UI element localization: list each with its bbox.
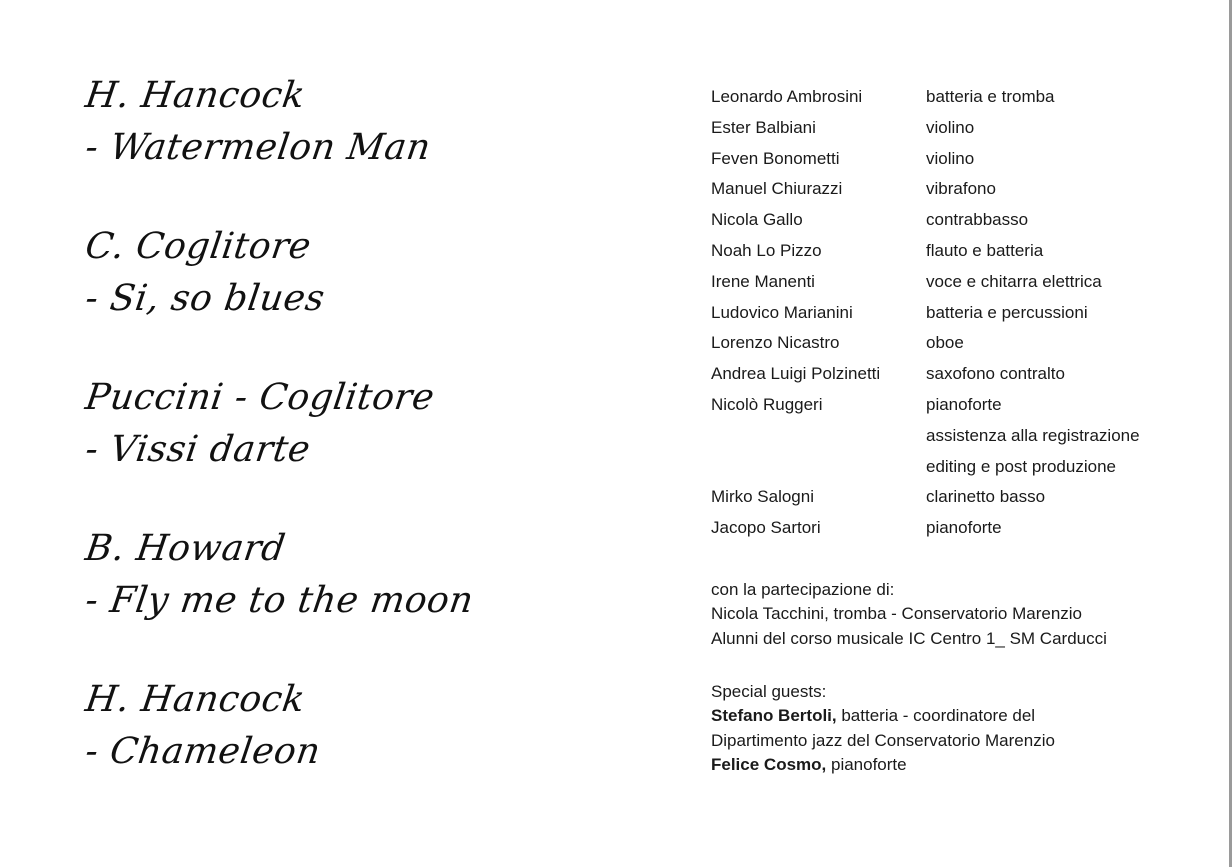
roster-row — [711, 361, 1211, 392]
guests-heading: Special guests: — [711, 682, 827, 701]
musician-role: flauto e batteria — [926, 240, 1044, 260]
musician-role: vibrafono — [926, 179, 996, 199]
musician-name — [711, 423, 926, 454]
musician-name: Mirko Salogni — [711, 487, 814, 507]
piece-composer: C. Coglitore — [82, 226, 314, 267]
roster-row — [711, 330, 1211, 361]
piece-composer: Puccini - Coglitore — [82, 377, 438, 418]
musician-name — [711, 454, 926, 485]
musician-name: Jacopo Sartori — [711, 518, 821, 538]
participation-block — [711, 578, 1211, 651]
musician-role: batteria e tromba — [926, 87, 1055, 106]
musician-role: pianoforte — [926, 394, 1002, 414]
piece-title: - Fly me to the moon — [82, 580, 477, 621]
musician-role: clarinetto basso — [926, 487, 1046, 507]
musician-role: oboe — [926, 333, 964, 353]
musician-name: Ludovico Marianini — [711, 302, 853, 322]
program-piece — [82, 70, 602, 221]
program-piece — [82, 372, 602, 523]
roster-row — [711, 484, 1211, 515]
participation-line: Nicola Tacchini, tromba - Conservatorio Marenzio — [711, 604, 1083, 624]
musician-role: voce e chitarra elettrica — [926, 271, 1102, 291]
piece-composer: B. Howard — [82, 528, 289, 569]
musician-role: assistenza alla registrazione — [926, 425, 1140, 445]
musician-name: Feven Bonometti — [711, 148, 840, 168]
guest-entry — [711, 753, 1211, 777]
guest-entry — [711, 704, 1211, 728]
program-piece — [82, 674, 602, 825]
musician-name: Nicolò Ruggeri — [711, 394, 823, 414]
piece-title: - Watermelon Man — [82, 127, 434, 168]
musician-role: violino — [926, 117, 975, 137]
piece-composer: H. Hancock — [82, 679, 308, 720]
roster-row — [711, 176, 1211, 207]
musician-role: pianoforte — [926, 518, 1002, 538]
roster-row — [711, 84, 1211, 115]
musician-role: editing e post produzione — [926, 456, 1116, 476]
piece-title: - Vissi darte — [82, 429, 313, 470]
guest-description: pianoforte — [826, 754, 907, 774]
program-list — [82, 70, 602, 825]
roster-row — [711, 392, 1211, 423]
piece-title: - Si, so blues — [82, 278, 328, 319]
roster-row — [711, 515, 1211, 546]
musician-name: Manuel Chiurazzi — [711, 179, 843, 199]
musician-name: Lorenzo Nicastro — [711, 333, 840, 353]
musician-name: Noah Lo Pizzo — [711, 240, 822, 260]
roster-row — [711, 207, 1211, 238]
guest-description-continued: Dipartimento jazz del Conservatorio Marenzio — [711, 730, 1055, 750]
piece-title: - Chameleon — [82, 731, 324, 772]
musician-role: batteria e percussioni — [926, 302, 1088, 322]
roster-row — [711, 269, 1211, 300]
participation-line: Alunni del corso musicale IC Centro 1_ SM Carducci — [711, 628, 1107, 648]
roster-row — [711, 300, 1211, 331]
roster-row — [711, 423, 1211, 454]
roster-row — [711, 454, 1211, 485]
musician-name: Ester Balbiani — [711, 117, 816, 137]
special-guests-block — [711, 680, 1211, 777]
musician-name: Leonardo Ambrosini — [711, 87, 863, 106]
musician-role: contrabbasso — [926, 210, 1029, 230]
roster-row — [711, 115, 1211, 146]
program-piece — [82, 523, 602, 674]
musician-name: Andrea Luigi Polzinetti — [711, 364, 881, 384]
musician-name: Irene Manenti — [711, 271, 815, 291]
musician-roster — [711, 84, 1211, 546]
participation-heading: con la partecipazione di: — [711, 580, 895, 599]
roster-row — [711, 238, 1211, 269]
musician-role: saxofono contralto — [926, 364, 1065, 384]
guest-description: batteria - coordinatore del — [836, 706, 1036, 726]
guest-name: Felice Cosmo, — [711, 754, 827, 774]
roster-row — [711, 146, 1211, 177]
program-piece — [82, 221, 602, 372]
guest-name: Stefano Bertoli, — [711, 706, 837, 726]
musician-role: violino — [926, 148, 975, 168]
piece-composer: H. Hancock — [82, 75, 308, 116]
musician-name: Nicola Gallo — [711, 210, 803, 230]
